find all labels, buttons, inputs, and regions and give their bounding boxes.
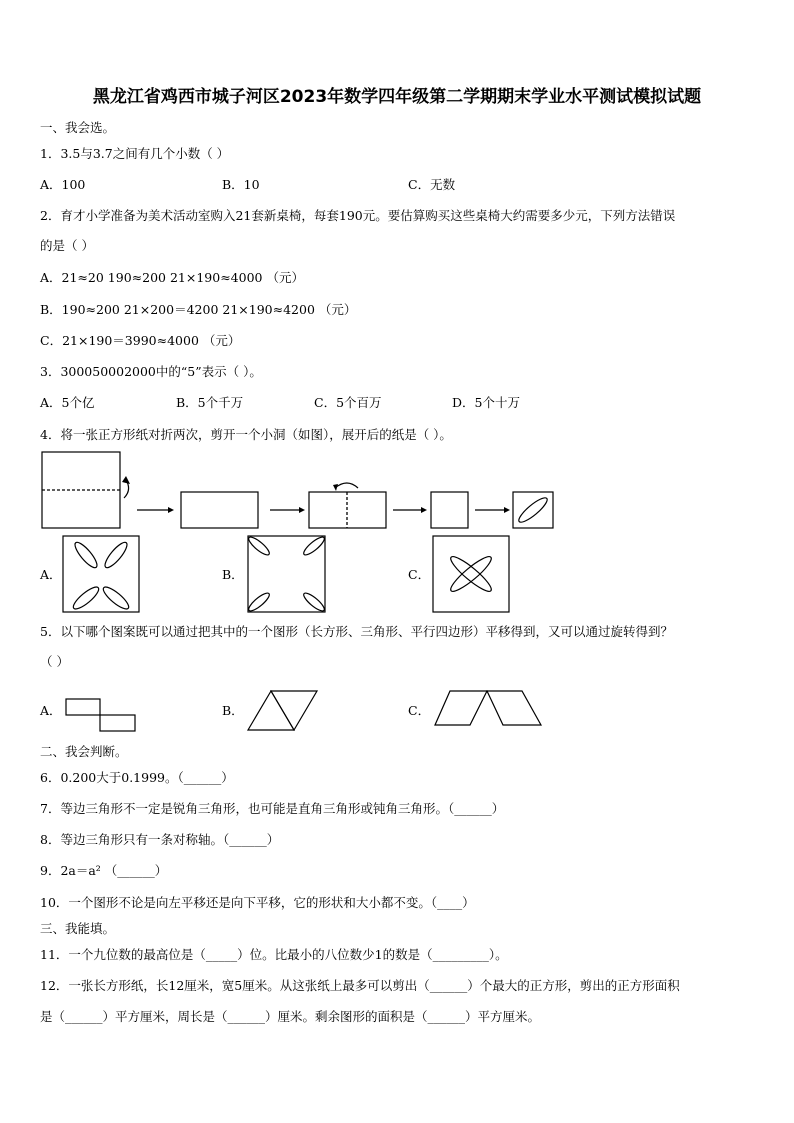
question-12-line2: 是（______）平方厘米，周长是（______）厘米。剩余图形的面积是（______）平方厘米。 bbox=[40, 1009, 541, 1024]
q4-option-c: C． bbox=[408, 567, 431, 582]
q1-option-b: B．10 bbox=[222, 177, 260, 192]
section-heading-fill: 三、我能填。 bbox=[40, 921, 116, 936]
question-9: 9．2a＝a² （______） bbox=[40, 863, 168, 878]
question-6: 6．0.200大于0.1999。（______） bbox=[40, 770, 234, 785]
q4-figure-a bbox=[63, 536, 139, 612]
q4-figure-c bbox=[433, 536, 509, 612]
q5-option-b: B． bbox=[222, 703, 244, 718]
q4-figure-b bbox=[246, 535, 326, 614]
question-7: 7．等边三角形不一定是锐角三角形，也可能是直角三角形或钝角三角形。（______） bbox=[40, 801, 505, 816]
q5-option-c: C． bbox=[408, 703, 431, 718]
q3-option-b: B．5个千万 bbox=[176, 395, 244, 410]
q5-figure-a bbox=[66, 699, 135, 731]
q1-option-c: C．无数 bbox=[408, 177, 456, 192]
q5-option-a: A． bbox=[40, 703, 62, 718]
q2-option-c: C．21×190＝3990≈4000 （元） bbox=[40, 333, 241, 348]
q4-option-b: B． bbox=[222, 567, 244, 582]
question-4: 4．将一张正方形纸对折两次，剪开一个小洞（如图），展开后的纸是（ ）。 bbox=[40, 427, 452, 442]
question-1: 1．3.5与3.7之间有几个小数（ ） bbox=[40, 146, 230, 161]
q1-option-a: A．100 bbox=[40, 177, 86, 192]
q3-option-c: C．5个百万 bbox=[314, 395, 382, 410]
question-5-line1: 5．以下哪个图案既可以通过把其中的一个图形（长方形、三角形、平行四边形）平移得到，又可以通过旋转得到？ bbox=[40, 624, 673, 639]
q3-option-a: A．5个亿 bbox=[40, 395, 95, 410]
q5-figure-b bbox=[248, 691, 317, 730]
section-heading-judge: 二、我会判断。 bbox=[40, 744, 128, 759]
q2-option-b: B．190≈200 21×200＝4200 21×190≈4200 （元） bbox=[40, 302, 357, 317]
fold-sequence-figure bbox=[42, 452, 553, 528]
q3-option-d: D．5个十万 bbox=[452, 395, 520, 410]
page-title: 黑龙江省鸡西市城子河区2023年数学四年级第二学期期末学业水平测试模拟试题 bbox=[92, 87, 702, 107]
q2-option-a: A．21≈20 190≈200 21×190≈4000 （元） bbox=[40, 270, 304, 285]
question-8: 8．等边三角形只有一条对称轴。（______） bbox=[40, 832, 280, 847]
section-heading-choice: 一、我会选。 bbox=[40, 120, 116, 135]
q5-figure-c bbox=[435, 691, 541, 725]
question-2-line2: 的是（ ） bbox=[40, 238, 94, 253]
question-10: 10．一个图形不论是向左平移还是向下平移，它的形状和大小都不变。（____） bbox=[40, 895, 475, 910]
q4-option-a: A． bbox=[40, 567, 62, 582]
question-11: 11．一个九位数的最高位是（_____）位。比最小的八位数少1的数是（_________）。 bbox=[40, 947, 508, 962]
question-12-line1: 12．一张长方形纸，长12厘米，宽5厘米。从这张纸上最多可以剪出（______）个最大的正方形，剪出的正方形面积 bbox=[40, 978, 680, 993]
question-2-line1: 2．育才小学准备为美术活动室购入21套新桌椅，每套190元。要估算购买这些桌椅大约需要多少元，下列方法错误 bbox=[40, 208, 676, 223]
question-5-line2: （ ） bbox=[40, 654, 69, 669]
question-3: 3．300050002000中的“5”表示（ ）。 bbox=[40, 364, 262, 379]
